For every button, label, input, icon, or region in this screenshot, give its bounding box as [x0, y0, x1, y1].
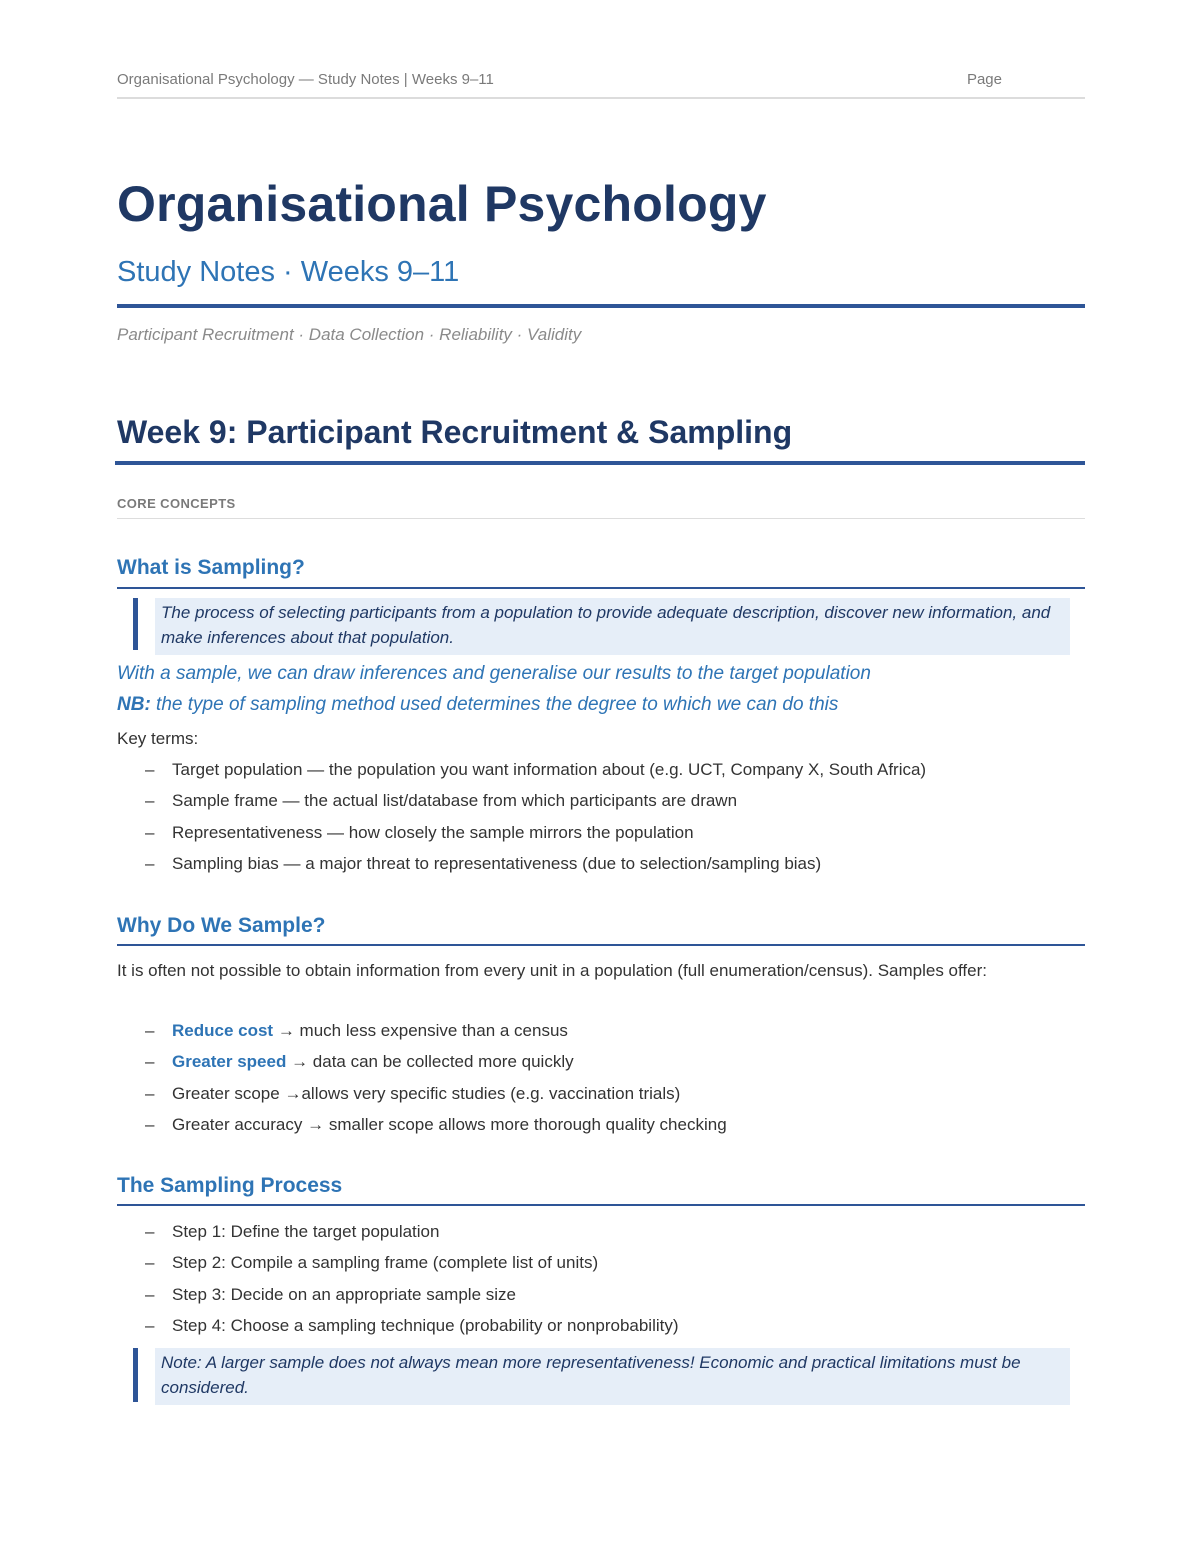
list-item [145, 1109, 727, 1140]
inference-line: With a sample, we can draw inferences and generalise our results to the target population [117, 663, 871, 684]
list-item [145, 817, 926, 848]
week-heading: Week 9: Participant Recruitment & Sampling [117, 414, 793, 450]
list-item [145, 848, 926, 879]
list-item-text: → data can be collected more quickly [286, 1052, 574, 1072]
document-subtitle: Study Notes · Weeks 9–11 [117, 256, 460, 288]
list-dash: – [145, 760, 155, 779]
key-terms-list [145, 754, 926, 879]
key-terms-label: Key terms: [117, 729, 199, 748]
nb-label: NB: [117, 694, 151, 715]
why-sample-intro: It is often not possible to obtain information from every unit in a population (full enumeration/census). Samples offer: [117, 961, 987, 980]
list-item-text: →allows very specific studies (e.g. vaccination trials) [279, 1083, 681, 1103]
section-heading-why-sample: Why Do We Sample? [117, 914, 326, 937]
list-item-text: Step 3: Decide on an appropriate sample size [172, 1284, 516, 1304]
section-divider [117, 587, 1085, 589]
list-item-text: Sampling bias — a major threat to representativeness (due to selection/sampling bias) [172, 853, 822, 873]
list-item [145, 785, 926, 816]
list-item [145, 1046, 727, 1077]
sampling-steps-list [145, 1216, 679, 1341]
document-title: Organisational Psychology [117, 176, 767, 232]
section-heading-what-is-sampling: What is Sampling? [117, 556, 305, 579]
week-divider [115, 461, 1085, 465]
list-item-text: Step 2: Compile a sampling frame (complete list of units) [172, 1253, 599, 1273]
list-item [145, 754, 926, 785]
note-callout [133, 1348, 1070, 1402]
running-title: Organisational Psychology — Study Notes | Weeks 9–11 [117, 71, 494, 88]
list-item-text: Step 4: Choose a sampling technique (probability or nonprobability) [172, 1315, 679, 1335]
section-heading-sampling-process: The Sampling Process [117, 1174, 343, 1197]
list-dash: – [145, 1284, 155, 1304]
list-dash: – [145, 1114, 155, 1134]
list-item-term: Reduce cost [172, 1021, 274, 1040]
note-text: Note: A larger sample does not always mean more representativeness! Economic and practical limitations must be considered. [155, 1348, 1070, 1405]
why-sample-list [145, 1015, 727, 1140]
list-item-term: Greater scope [172, 1083, 280, 1103]
list-dash: – [145, 1222, 155, 1241]
definition-callout [133, 598, 1070, 650]
core-concepts-divider [117, 518, 1085, 519]
running-header [117, 70, 1085, 90]
list-item [145, 1310, 679, 1341]
list-dash: – [145, 853, 155, 873]
list-item [145, 1216, 679, 1247]
list-dash: – [145, 1083, 155, 1103]
core-concepts-label: CORE CONCEPTS [117, 496, 236, 511]
list-dash: – [145, 1052, 155, 1072]
list-item-text: → smaller scope allows more thorough quality checking [302, 1114, 727, 1134]
list-item-text: Target population — the population you want information about (e.g. UCT, Company X, South Africa) [172, 760, 927, 779]
list-item [145, 1279, 679, 1310]
header-divider [117, 97, 1085, 99]
list-item-text: Sample frame — the actual list/database from which participants are drawn [172, 791, 738, 811]
list-dash: – [145, 1253, 155, 1273]
list-item-term: Greater speed [172, 1052, 287, 1072]
section-divider [117, 944, 1085, 946]
list-item-text: Representativeness — how closely the sample mirrors the population [172, 822, 694, 842]
title-divider [117, 304, 1085, 308]
page-label: Page [966, 71, 1002, 88]
section-divider [117, 1204, 1085, 1206]
list-dash: – [145, 791, 155, 811]
list-item [145, 1078, 727, 1109]
list-item-term: Greater accuracy [172, 1114, 303, 1134]
list-item [145, 1015, 727, 1046]
list-dash: – [145, 1021, 155, 1040]
topics-line: Participant Recruitment · Data Collection · Reliability · Validity [117, 325, 582, 344]
list-dash: – [145, 1315, 155, 1335]
list-item [145, 1247, 679, 1278]
list-item-text: Step 1: Define the target population [172, 1222, 440, 1241]
nb-text: the type of sampling method used determines the degree to which we can do this [150, 694, 839, 715]
nb-line [117, 692, 838, 718]
definition-text: The process of selecting participants from a population to provide adequate description, discover new information, and make inferences about that population. [155, 598, 1070, 655]
list-dash: – [145, 822, 155, 842]
list-item-text: → much less expensive than a census [273, 1021, 568, 1040]
